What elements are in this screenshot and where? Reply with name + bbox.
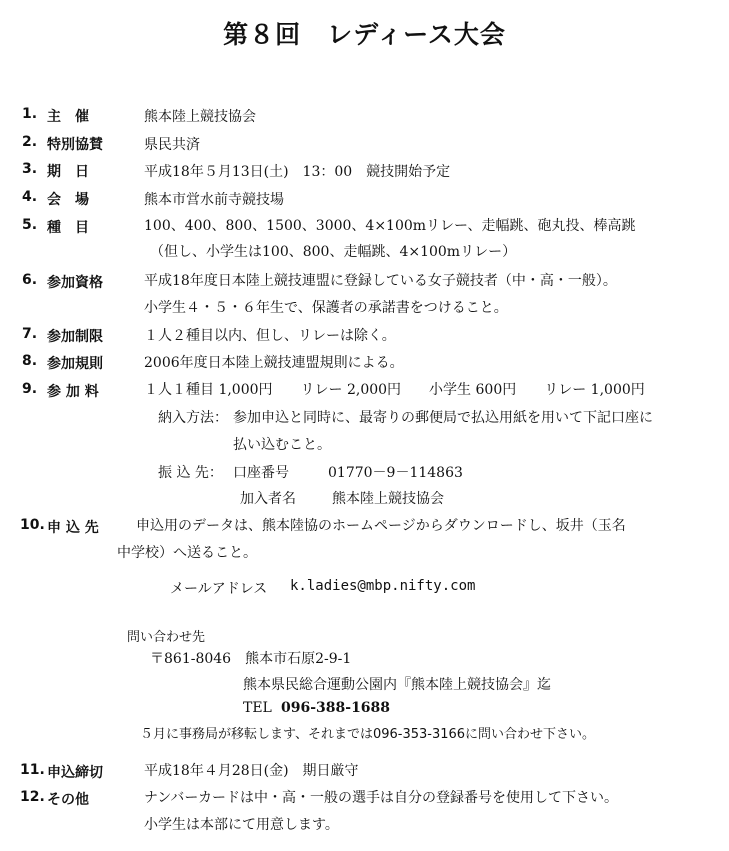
payment-method-label: 納入方法： (158, 410, 228, 426)
item-number: 8. (22, 353, 38, 369)
item-label-events: 種 目 (47, 220, 89, 236)
item-number: 12. (20, 789, 45, 805)
inquiry-postal-address: 〒861-8046 熊本市石原2-9-1 (150, 651, 352, 667)
item-value-events-note: （但し、小学生は100、800、走幅跳、4×100mリレー） (150, 244, 517, 260)
item-number: 10. (20, 517, 45, 533)
inquiry-notice: ５月に事務局が移転します、それまでは096-353-3166に問い合わせ下さい。 (140, 727, 596, 742)
inquiry-tel-label: TEL (243, 700, 272, 716)
inquiry-tel-number: 096-388-1688 (281, 700, 391, 716)
page-title: 第８回 レディース大会 (223, 20, 506, 49)
item-label-other: その他 (47, 792, 89, 808)
payment-method-text: 参加申込と同時に、最寄りの郵便局で払込用紙を用いて下記口座に (233, 410, 653, 426)
item-value-other-cont: 小学生は本部にて用意します。 (144, 817, 339, 833)
item-value-application-cont: 中学校）へ送ること。 (117, 545, 257, 561)
item-value-deadline: 平成18年４月28日(金) 期日厳守 (144, 763, 359, 779)
item-label-application: 申 込 先 (47, 520, 99, 536)
item-label-eligibility: 参加資格 (47, 275, 103, 291)
item-number: 6. (22, 272, 38, 288)
item-value-eligibility: 平成18年度日本陸上競技連盟に登録している女子競技者（中・高・一般）。 (144, 273, 617, 289)
payment-method-text-cont: 払い込むこと。 (233, 437, 331, 453)
email-label: メールアドレス (170, 581, 268, 597)
item-value-eligibility-note: 小学生４・５・６年生で、保護者の承諾書をつけること。 (144, 300, 508, 316)
item-number: 5. (22, 217, 38, 233)
account-label: 口座番号 (233, 465, 289, 481)
email-address: k.ladies@mbp.nifty.com (290, 578, 476, 594)
item-value-application: 申込用のデータは、熊本陸協のホームページからダウンロードし、坂井（玉名 (136, 518, 626, 534)
item-label-sponsor: 特別協賛 (47, 137, 103, 153)
holder-name: 熊本陸上競技協会 (332, 491, 444, 507)
inquiry-address-line: 熊本県民総合運動公園内『熊本陸上競技協会』迄 (243, 677, 551, 693)
item-label-rules: 参加規則 (47, 356, 103, 372)
item-label-limit: 参加制限 (47, 329, 103, 345)
item-number: 3. (22, 161, 38, 177)
item-label-date: 期 日 (47, 164, 89, 180)
inquiry-heading: 問い合わせ先 (127, 630, 206, 645)
item-label-venue: 会 場 (47, 192, 89, 208)
item-number: 11. (20, 762, 45, 778)
item-number: 4. (22, 189, 38, 205)
holder-label: 加入者名 (240, 491, 296, 507)
account-number: 01770－9－114863 (328, 465, 463, 481)
item-number: 9. (22, 381, 38, 397)
transfer-label: 振 込 先： (158, 465, 223, 481)
item-value-events: 100、400、800、1500、3000、4×100mリレー、走幅跳、砲丸投、棒高跳 (144, 218, 636, 234)
item-value-fee: １人１種目 1,000円 リレー 2,000円 小学生 600円 リレー 1,000円 (144, 382, 645, 398)
item-number: 7. (22, 326, 38, 342)
item-value-sponsor: 県民共済 (144, 137, 200, 153)
item-value-organizer: 熊本陸上競技協会 (144, 109, 256, 125)
item-number: 1. (22, 106, 38, 122)
item-value-date: 平成18年５月13日(土) 13：00 競技開始予定 (144, 164, 451, 180)
item-value-limit: １人２種目以内、但し、リレーは除く。 (144, 328, 396, 344)
item-value-venue: 熊本市営水前寺競技場 (144, 192, 284, 208)
item-label-organizer: 主 催 (47, 109, 89, 125)
item-number: 2. (22, 134, 38, 150)
item-label-fee: 参 加 料 (47, 384, 99, 400)
item-value-rules: 2006年度日本陸上競技連盟規則による。 (144, 355, 404, 371)
item-label-deadline: 申込締切 (47, 765, 103, 781)
item-value-other: ナンバーカードは中・高・一般の選手は自分の登録番号を使用して下さい。 (144, 790, 619, 806)
